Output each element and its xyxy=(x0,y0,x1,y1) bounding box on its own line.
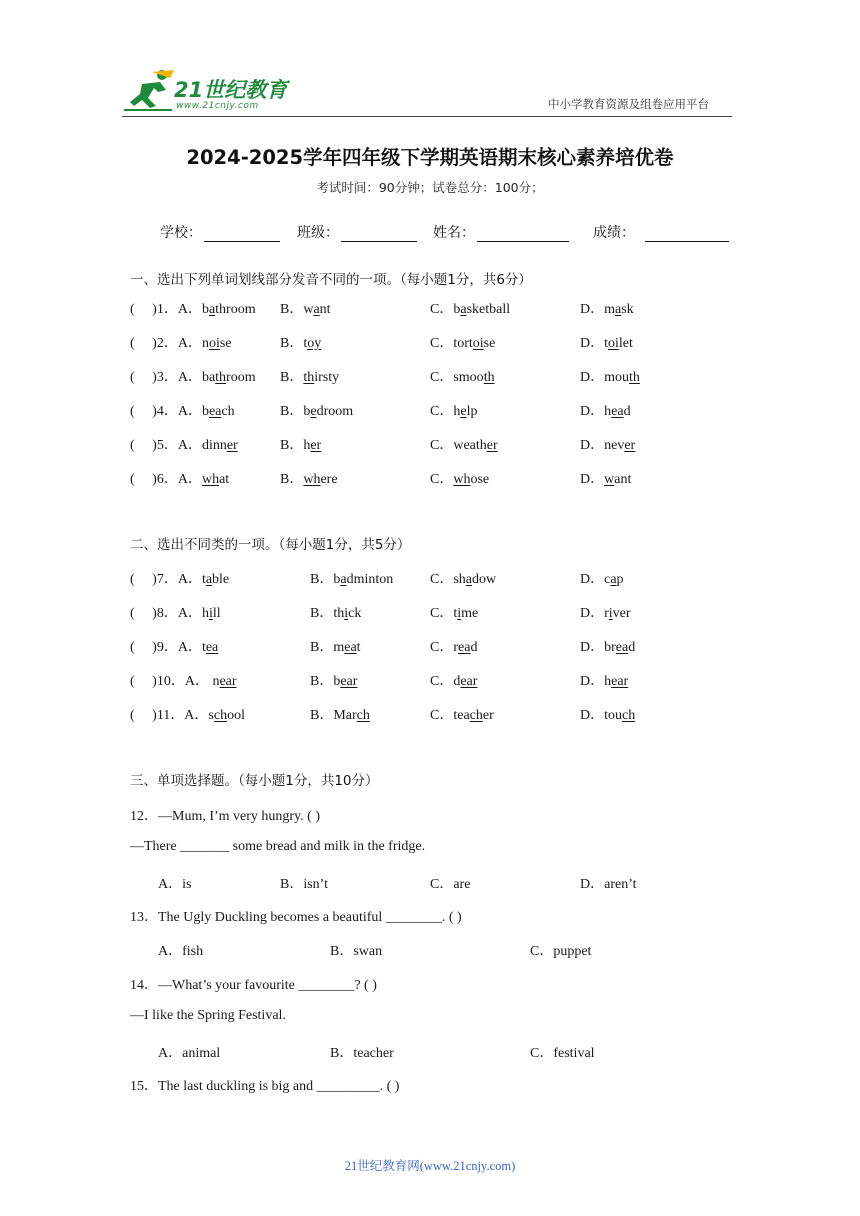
question-9: ( )9．A．tea xyxy=(130,640,219,655)
q1-option-d: D．mask xyxy=(580,302,634,317)
question-4: ( )4．A．beach xyxy=(130,404,235,419)
q6-option-b: B．where xyxy=(280,472,338,487)
site-logo xyxy=(122,68,292,114)
question-15: 15．The last duckling is big and _________. ( ) xyxy=(130,1079,400,1094)
q11-option-d: D．touch xyxy=(580,708,636,723)
q7-option-c: C．shadow xyxy=(430,572,497,587)
q10-option-d: D．hear xyxy=(580,674,629,689)
q11-option-c: C．teacher xyxy=(430,708,494,723)
question-1: ( )1．A．bathroom xyxy=(130,302,256,317)
q3-option-c: C．smooth xyxy=(430,370,495,385)
name-blank[interactable] xyxy=(477,227,569,242)
score-blank[interactable] xyxy=(645,227,729,242)
page-footer-link[interactable]: 21世纪教育网(www.21cnjy.com) xyxy=(344,1159,516,1173)
q13-option-b: B．swan xyxy=(330,944,383,959)
name-field[interactable] xyxy=(433,222,569,242)
q8-option-d: D．river xyxy=(580,606,631,621)
q10-option-b: B．bear xyxy=(310,674,358,689)
q7-option-b: B．badminton xyxy=(310,572,394,587)
class-label: 班级： xyxy=(297,225,339,241)
q6-option-c: C．whose xyxy=(430,472,490,487)
q14-option-c: C．festival xyxy=(530,1046,595,1061)
q13-option-c: C．puppet xyxy=(530,944,592,959)
header-divider xyxy=(122,116,732,117)
question-10: ( )10．A． near xyxy=(130,674,237,689)
question-14: 14．—What’s your favourite ________? ( ) xyxy=(130,978,377,993)
section-1-heading: 一、选出下列单词划线部分发音不同的一项。（每小题1分，共6分） xyxy=(130,272,532,288)
section-2-heading: 二、选出不同类的一项。（每小题1分，共5分） xyxy=(130,537,411,553)
brand-name: 21世纪教育 xyxy=(174,78,288,102)
q14-option-a: A．animal xyxy=(158,1046,221,1061)
question-11: ( )11．A．school xyxy=(130,708,245,723)
brand-url: www.21cnjy.com xyxy=(176,101,259,111)
school-field[interactable] xyxy=(160,222,280,242)
question-6: ( )6．A．what xyxy=(130,472,230,487)
question-7: ( )7．A．table xyxy=(130,572,230,587)
score-field[interactable] xyxy=(593,222,729,242)
question-5: ( )5．A．dinner xyxy=(130,438,238,453)
q4-option-d: D．head xyxy=(580,404,631,419)
q12-option-c: C．are xyxy=(430,877,471,892)
exam-meta: 考试时间：90分钟；试卷总分：100分； xyxy=(316,180,544,195)
q13-option-a: A．fish xyxy=(158,944,204,959)
score-label: 成绩： xyxy=(593,225,635,241)
q12-option-b: B．isn’t xyxy=(280,877,328,892)
class-field[interactable] xyxy=(297,222,417,242)
q8-option-b: B．thick xyxy=(310,606,362,621)
q10-option-c: C．dear xyxy=(430,674,478,689)
exam-title: 2024-2025学年四年级下学期英语期末核心素养培优卷 xyxy=(186,146,674,169)
q2-option-c: C．tortoise xyxy=(430,336,496,351)
school-label: 学校： xyxy=(160,225,202,241)
q2-option-b: B．toy xyxy=(280,336,322,351)
q1-option-b: B．want xyxy=(280,302,331,317)
q3-option-d: D．mouth xyxy=(580,370,640,385)
q11-option-b: B．March xyxy=(310,708,370,723)
header-tagline: 中小学教育资源及组卷应用平台 xyxy=(548,97,709,111)
q5-option-d: D．never xyxy=(580,438,636,453)
runner-logo-icon xyxy=(122,68,178,114)
q9-option-d: D．bread xyxy=(580,640,636,655)
question-12: 12．—Mum, I’m very hungry. ( ) xyxy=(130,809,321,824)
q14-option-b: B．teacher xyxy=(330,1046,394,1061)
q9-option-b: B．meat xyxy=(310,640,361,655)
section-3-heading: 三、单项选择题。（每小题1分，共10分） xyxy=(130,773,379,789)
q8-option-c: C．time xyxy=(430,606,479,621)
q4-option-c: C．help xyxy=(430,404,478,419)
q3-option-b: B．thirsty xyxy=(280,370,340,385)
class-blank[interactable] xyxy=(341,227,417,242)
question-3: ( )3．A．bathroom xyxy=(130,370,256,385)
q9-option-c: C．read xyxy=(430,640,478,655)
q7-option-d: D．cap xyxy=(580,572,624,587)
q4-option-b: B．bedroom xyxy=(280,404,354,419)
q12-option-a: A．is xyxy=(158,877,192,892)
q5-option-c: C．weather xyxy=(430,438,498,453)
q2-option-d: D．toilet xyxy=(580,336,633,351)
question-14-line-2: —I like the Spring Festival. xyxy=(130,1008,286,1023)
q1-option-c: C．basketball xyxy=(430,302,511,317)
question-13: 13．The Ugly Duckling becomes a beautiful ________. ( ) xyxy=(130,910,462,925)
q5-option-b: B．her xyxy=(280,438,322,453)
q12-option-d: D．aren’t xyxy=(580,877,637,892)
question-12-line-2: —There _______ some bread and milk in the fridge. xyxy=(130,839,426,854)
question-2: ( )2．A．noise xyxy=(130,336,232,351)
name-label: 姓名： xyxy=(433,225,475,241)
q6-option-d: D．want xyxy=(580,472,632,487)
question-8: ( )8．A．hill xyxy=(130,606,221,621)
school-blank[interactable] xyxy=(204,227,280,242)
